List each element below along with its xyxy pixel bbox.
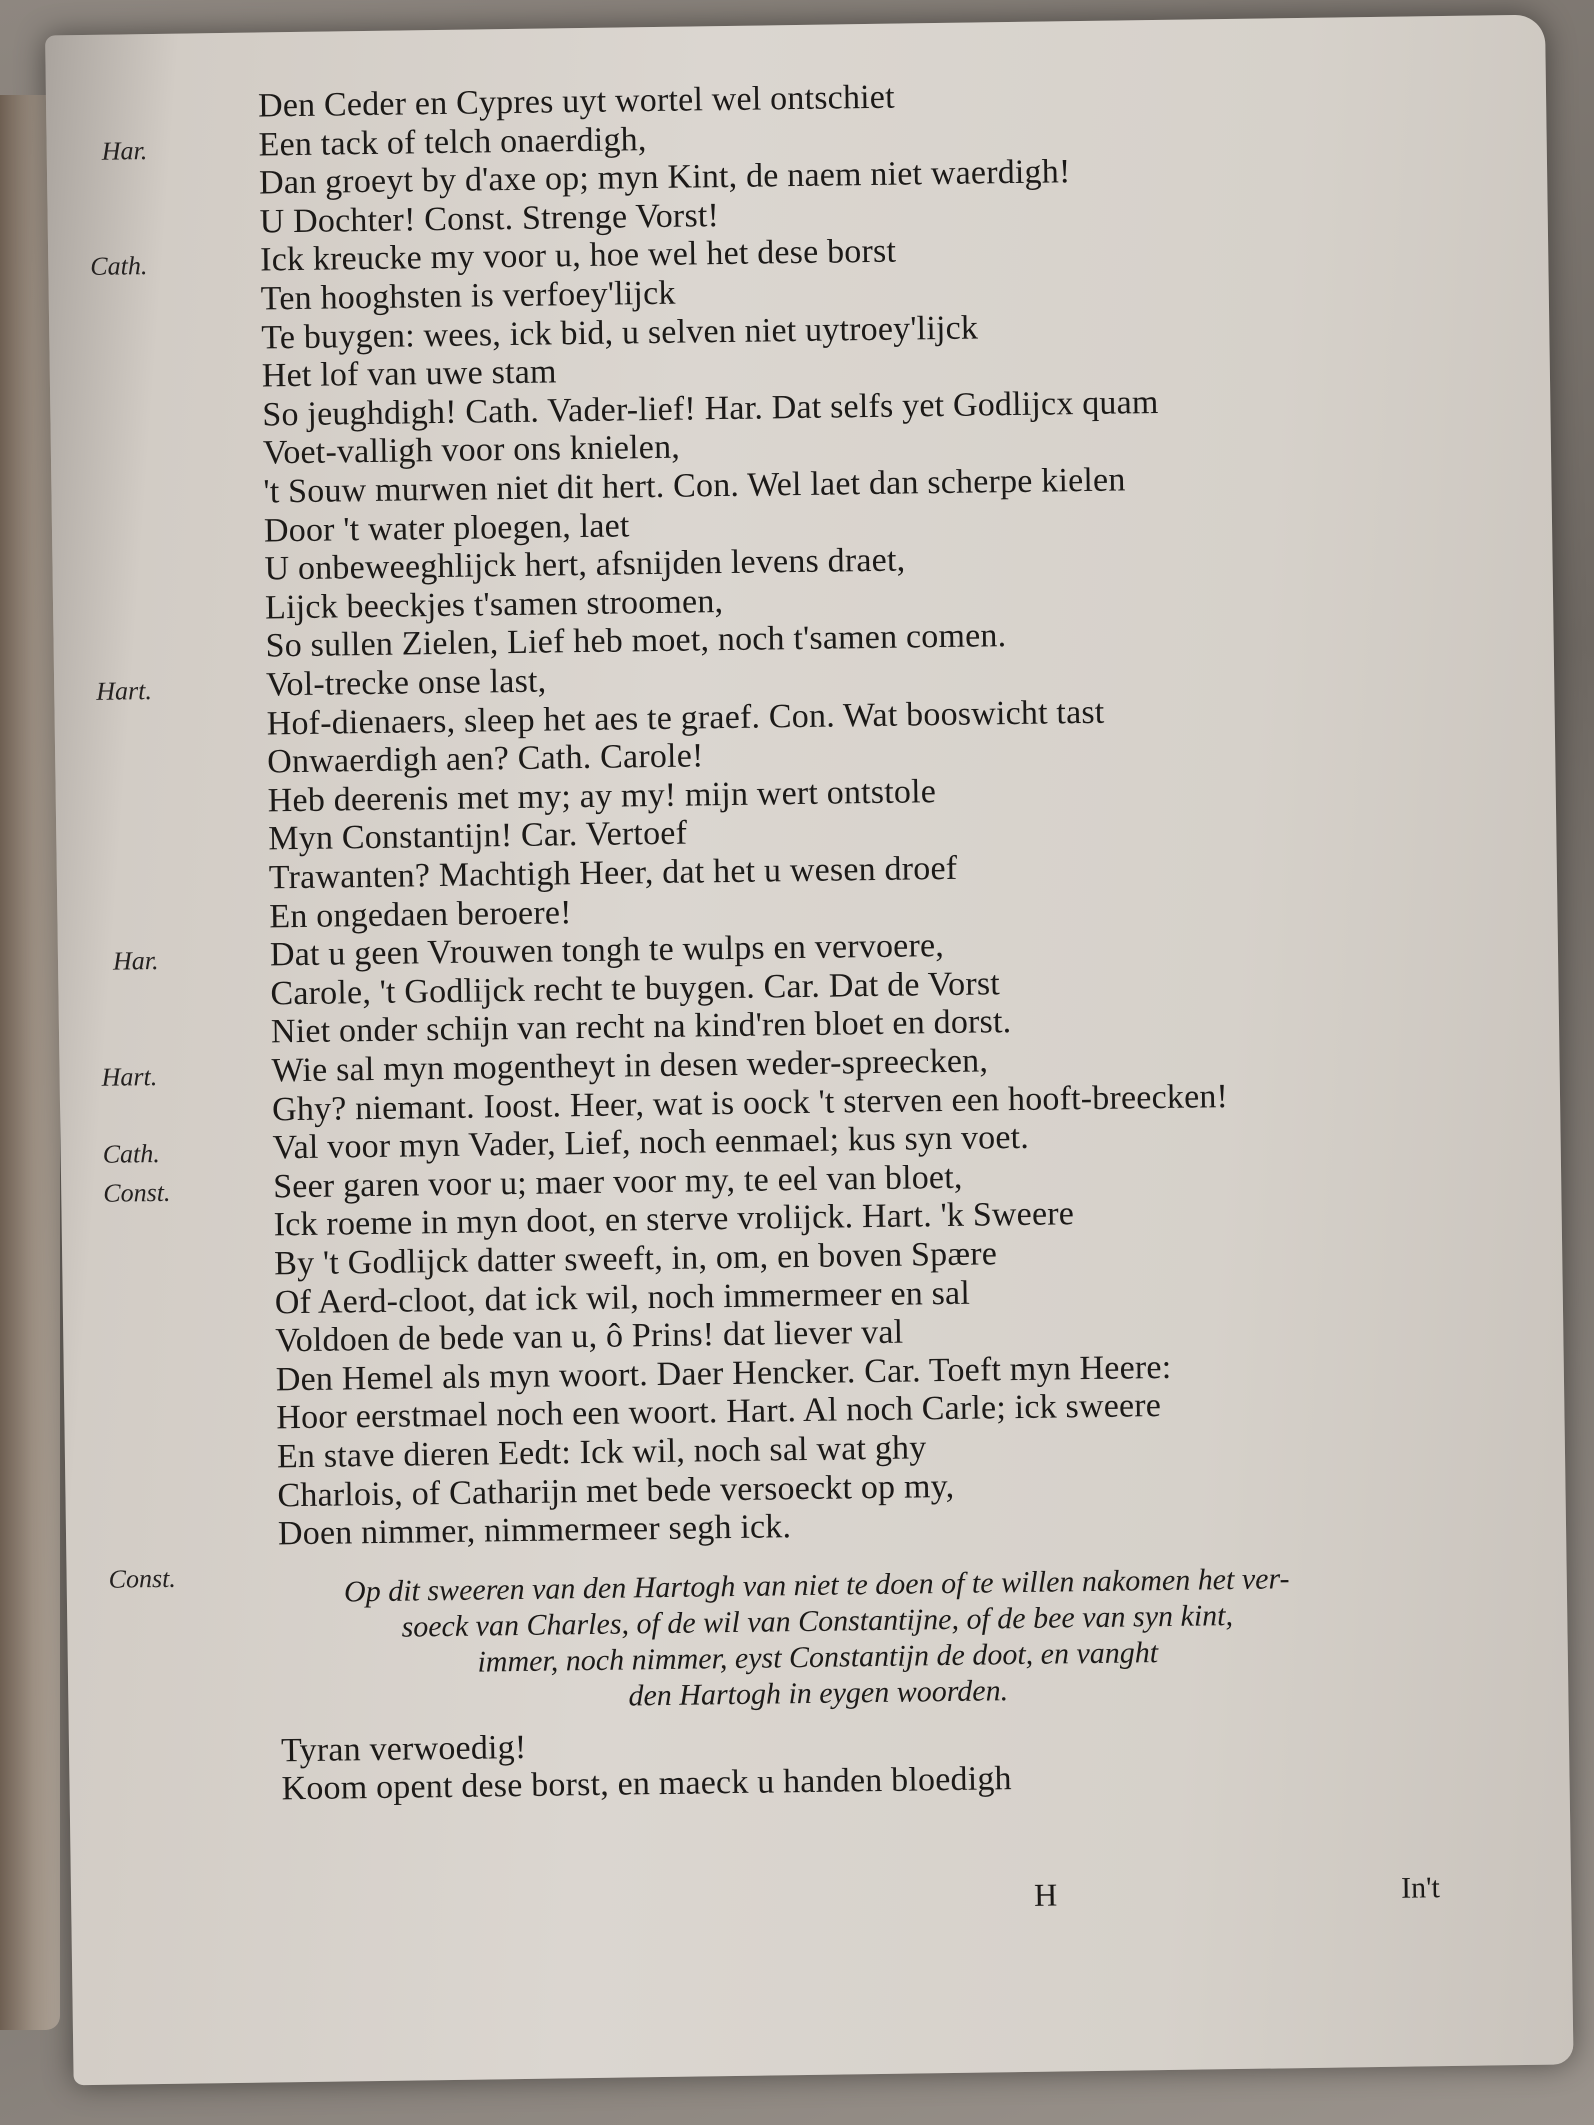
verse-line: Heb deerenis met my; ay my! mijn wert ontstole: [267, 772, 937, 820]
verse-line: U onbeweeghlijck hert, afsnijden levens draet,: [264, 541, 906, 588]
verse-line: Of Aerd-cloot, dat ick wil, noch immermeer en sal: [274, 1274, 971, 1321]
verse-line: Vol-trecke onse last,: [265, 662, 547, 704]
stage-direction-line: den Hartogh in eygen woorden.: [628, 1673, 1009, 1713]
verse-line: Door 't water ploegen, laet: [263, 506, 630, 550]
verse-line: Seer garen voor u; maer voor my, te eel van bloet,: [272, 1158, 963, 1206]
verse-line: Dat u geen Vrouwen tongh te wulps en vervoere,: [269, 927, 945, 974]
verse-line: Voet-valligh voor ons knielen,: [262, 429, 681, 472]
verse-line: By 't Godlijck datter sweeft, in, om, en boven Spære: [273, 1235, 998, 1283]
verse-line: Koom opent dese borst, en maeck u handen bloedigh: [281, 1760, 1013, 1808]
verse-line: Lijck beeckjes t'samen stroomen,: [264, 582, 724, 627]
verse-line: 't Souw murwen niet dit hert. Con. Wel laet dan scherpe kielen: [263, 461, 1126, 511]
verse-line: Voldoen de bede van u, ô Prins! dat liever val: [275, 1313, 904, 1360]
verse-line: Hof-dienaers, sleep het aes te graef. Con. Wat booswicht tast: [266, 693, 1105, 743]
verse-line: U Dochter! Const. Strenge Vorst!: [259, 196, 720, 241]
verse-line: So sullen Zielen, Lief heb moet, noch t'samen comen.: [265, 617, 1007, 665]
speaker-label: Const.: [103, 1177, 171, 1208]
verse-line: Ghy? niemant. Ioost. Heer, wat is oock 't sterven een hooft-breecken!: [271, 1077, 1229, 1128]
verse-line: Carole, 't Godlijck recht te buygen. Car. Dat de Vorst: [270, 965, 1001, 1013]
speaker-label: Har.: [101, 135, 148, 166]
verse-line: Een tack of telch onaerdigh,: [258, 120, 647, 164]
speaker-label: Hart.: [101, 1062, 158, 1092]
catchword: In't: [1400, 1871, 1441, 1905]
book-page: [45, 15, 1573, 2086]
stage-direction-line: soeck van Charles, of de wil van Constantijne, of de bee van syn kint,: [401, 1598, 1234, 1644]
verse-line: En stave dieren Eedt: Ick wil, noch sal wat ghy: [276, 1429, 927, 1476]
signature-mark: H: [1033, 1876, 1058, 1913]
verse-line: Ten hooghsten is verfoey'lijck: [260, 274, 676, 318]
verse-line: Dan groeyt by d'axe op; myn Kint, de naem niet waerdigh!: [258, 153, 1071, 202]
verse-line: Te buygen: wees, ick bid, u selven niet uytroey'lijck: [261, 309, 979, 357]
stage-direction-line: Op dit sweeren van den Hartogh van niet te doen of te willen nakomen het ver-: [343, 1562, 1290, 1609]
verse-line: Onwaerdigh aen? Cath. Carole!: [266, 737, 704, 781]
speaker-label: Har.: [112, 946, 159, 976]
verse-line: Den Hemel als myn woort. Daer Hencker. Car. Toeft myn Heere:: [275, 1348, 1172, 1399]
verse-line: So jeughdigh! Cath. Vader-lief! Har. Dat selfs yet Godlijcx quam: [262, 383, 1159, 434]
speaker-label: Hart.: [96, 676, 153, 706]
speaker-label: Cath.: [102, 1139, 160, 1169]
verse-line: Ick kreucke my voor u, hoe wel het dese borst: [259, 233, 897, 279]
verse-line: Myn Constantijn! Car. Vertoef: [268, 814, 688, 858]
verse-line: Den Ceder en Cypres uyt wortel wel ontschiet: [257, 78, 895, 125]
verse-line: Trawanten? Machtigh Heer, dat het u wesen droef: [268, 849, 958, 897]
verse-line: Niet onder schijn van recht na kind'ren bloet en dorst.: [270, 1003, 1012, 1051]
verse-line: Val voor myn Vader, Lief, noch eenmael; kus syn voet.: [272, 1119, 1030, 1167]
verse-line: Ick roeme in myn doot, en sterve vrolijck. Hart. 'k Sweere: [273, 1195, 1075, 1244]
speaker-label: Const.: [108, 1563, 177, 1594]
verse-line: Charlois, of Catharijn met bede versoeckt op my,: [277, 1467, 955, 1514]
verse-line: Wie sal myn mogentheyt in desen weder-spreecken,: [271, 1042, 989, 1090]
verse-line: Doen nimmer, nimmermeer segh ick.: [277, 1508, 792, 1553]
verse-line: En ongedaen beroere!: [269, 893, 572, 936]
verse-line: Hoor eerstmael noch een woort. Hart. Al noch Carle; ick sweere: [276, 1387, 1162, 1437]
verse-line: Tyran verwoedig!: [280, 1728, 527, 1770]
speaker-label: Cath.: [90, 251, 148, 282]
stage-direction-line: immer, noch nimmer, eyst Constantijn de doot, en vanght: [477, 1635, 1159, 1679]
verse-line: Het lof van uwe stam: [261, 353, 557, 395]
